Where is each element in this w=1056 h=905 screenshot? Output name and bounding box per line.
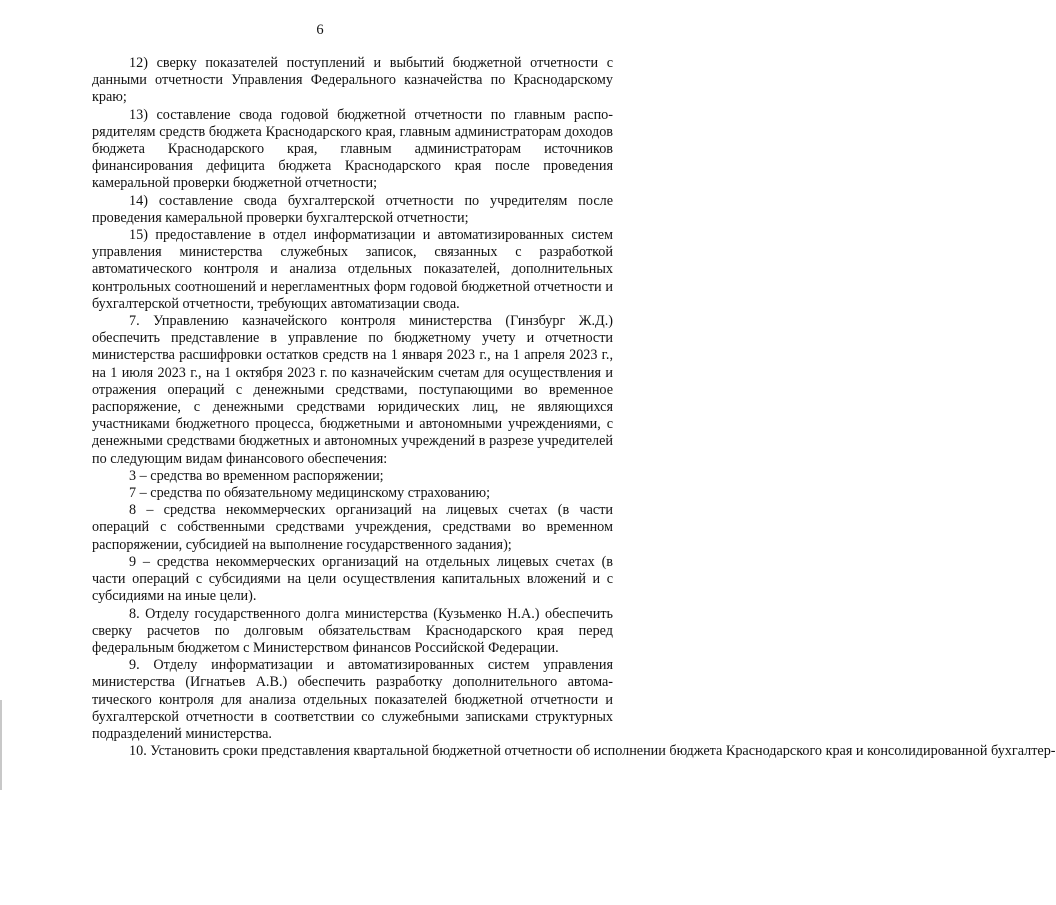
paragraph-type-8: 8 – средства некоммерческих организаций на лицевых счетах (в части операций с собственными средствами учреждения, средствами во временном распоряжении, субсидией на выполнение государственного задания); bbox=[92, 502, 613, 553]
paragraph-section-9: 9. Отделу информатизации и автоматизированных систем управления министерства (Игнатьев А.В.) обеспечить разработку дополнительного автоматического контроля для анализа отдельных показателей бюджетной отчетности и бухгалтерской отчетности в соответствии со служебными записками структурных подразделений министерства. bbox=[92, 657, 613, 742]
paragraph-item-15: 15) предоставление в отдел информатизации и автоматизированных систем управления министерства служебных записок, связанных с разработкой автоматического контроля и анализа отдельных показателей, дополнительных контрольных соотношений и нерегламентных форм годовой бюджетной отчетности и бухгалтерской отчетности, требующих автоматизации свода. bbox=[92, 227, 613, 312]
paragraph-type-7: 7 – средства по обязательному медицинскому страхованию; bbox=[129, 485, 491, 502]
paragraph-type-3: 3 – средства во временном распоряжении; bbox=[129, 467, 384, 484]
paragraph-section-7: 7. Управлению казначейского контроля министерства (Гинзбург Ж.Д.) обеспечить представление в управление по бюджетному учету и отчетности министерства расшифровки остатков средств на 1 января 2023 г., на 1 апреля 2023 г., на 1 июля 2023 г., на 1 октября 2023 г. по казначейским счетам для осуществления и отражения операций с денежными средствами, поступающими во временное распоряжение, с денежными средствами юридических лиц, не являющихся участниками бюджетного процесса, бюджетными и автономными учреждениями, с денежными средствами бюджетных и автономных учреждений в разрезе учредителей по следующим видам финансового обеспечения: bbox=[92, 313, 613, 467]
paragraph-item-12: 12) сверку показателей поступлений и выбытий бюджетной отчетности с данными отчетности Управления Федерального казначейства по Краснодарскому краю; bbox=[92, 55, 613, 106]
paragraph-item-14: 14) составление свода бухгалтерской отчетности по учредителям после проведения камеральной проверки бухгалтерской отчетности; bbox=[92, 192, 613, 226]
paragraph-section-8: 8. Отделу государственного долга министерства (Кузьменко Н.А.) обеспечить сверку расчетов по долговым обязательствам Краснодарского края перед федеральным бюджетом с Министерством финансов Российской Федерации. bbox=[92, 605, 613, 656]
paragraph-item-13: 13) составление свода годовой бюджетной отчетности по главным распорядителям средств бюджета Краснодарского края, главным администраторам доходов бюджета Краснодарского края, главным администраторам источников финансирования дефицита бюджета Краснодарского края после проведения камеральной проверки бюджетной отчетности; bbox=[92, 106, 613, 192]
page-number: 6 bbox=[316, 22, 324, 38]
paragraph-section-10: 10. Установить сроки представления квартальной бюджетной отчетности об исполнении бюджета Краснодарского края и консолидированной бухгалтер- bbox=[129, 743, 1056, 760]
paragraph-type-9: 9 – средства некоммерческих организаций на отдельных лицевых счетах (в части операций с субсидиями на цели осуществления капитальных вложений и с субсидиями на иные цели). bbox=[92, 553, 613, 605]
scan-edge-mark bbox=[0, 700, 2, 790]
document-body bbox=[92, 55, 1056, 760]
